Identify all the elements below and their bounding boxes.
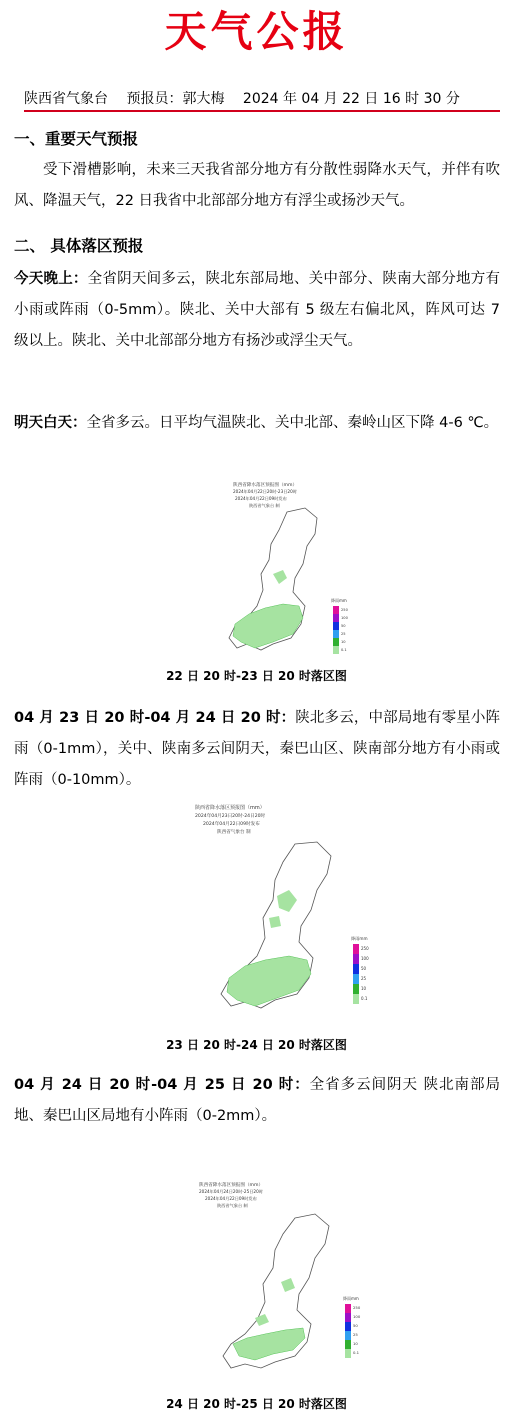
section-text-important: 受下滑槽影响，未来三天我省部分地方有分散性弱降水天气，并伴有吹风、降温天气，22 日我省中北部部分地方有浮尘或扬沙天气。 bbox=[14, 162, 500, 209]
map-3-title: 陕西省降水落区预报图（mm） bbox=[199, 1183, 264, 1188]
map-1-issuer: 陕西省气象台 制 bbox=[249, 503, 280, 508]
map-3-legend-swatch-4 bbox=[345, 1331, 351, 1340]
map-1-legend-tick: 0.1 bbox=[341, 648, 347, 652]
map-2-issued: 2024年04月22日09时发布 bbox=[203, 822, 260, 827]
map-2-legend-swatch-4 bbox=[353, 974, 359, 984]
map-3-legend-swatch-2 bbox=[345, 1313, 351, 1322]
map-2-legend-title: 降雨mm bbox=[351, 936, 368, 941]
precip-map-1-figure bbox=[175, 478, 355, 664]
map-2-legend-swatch-5 bbox=[353, 984, 359, 994]
byline bbox=[24, 90, 500, 112]
map-3-legend-swatch-1 bbox=[345, 1304, 351, 1313]
forecast-day2 bbox=[14, 703, 500, 796]
map-2-legend-tick: 250 bbox=[361, 946, 369, 951]
map-3-period: 2024年04月24日20时-25日20时 bbox=[199, 1189, 263, 1194]
map-3-issued: 2024年04月22日09时发布 bbox=[205, 1196, 257, 1201]
map-1-legend-swatch-3 bbox=[333, 622, 339, 630]
forecast-day3 bbox=[14, 1070, 500, 1132]
map-2-legend-swatch-2 bbox=[353, 954, 359, 964]
map-2-title: 陕西省降水落区预报图（mm） bbox=[195, 805, 265, 811]
map-2-legend-swatch-3 bbox=[353, 964, 359, 974]
forecast-tonight-label: 今天晚上： bbox=[14, 271, 88, 287]
map-1-legend-title: 降雨mm bbox=[331, 598, 347, 603]
precip-map-2 bbox=[185, 800, 375, 1030]
map-2-legend-swatch-6 bbox=[353, 994, 359, 1004]
map-3-caption: 24 日 20 时-25 日 20 时落区图 bbox=[166, 1397, 347, 1411]
map-3-legend-title: 降雨mm bbox=[343, 1296, 359, 1301]
section-heading-important: 一、重要天气预报 bbox=[14, 130, 139, 148]
forecast-day3-text: 全省多云间阴天 陕北南部局地、秦巴山区局地有小阵雨（0-2mm）。 bbox=[14, 1077, 500, 1124]
map-1-legend-tick: 100 bbox=[341, 616, 348, 620]
map-2-legend-tick: 10 bbox=[361, 986, 367, 991]
forecast-tomorrow-label: 明天白天： bbox=[14, 415, 87, 431]
map-2-legend-tick: 0.1 bbox=[361, 996, 368, 1001]
precip-map-1 bbox=[175, 478, 355, 664]
forecast-day2-text: 陕北多云，中部局地有零星小阵雨（0-1mm），关中、陕南多云间阴天，秦巴山区、陕南部分地方有小雨或阵雨（0-10mm）。 bbox=[14, 710, 500, 788]
map-1-legend-tick: 250 bbox=[341, 608, 348, 612]
map-1-legend-tick: 25 bbox=[341, 632, 346, 636]
map-3-legend-tick: 50 bbox=[353, 1323, 358, 1328]
map-1-legend-swatch-1 bbox=[333, 606, 339, 614]
map-3-legend-tick: 100 bbox=[353, 1314, 361, 1319]
map-1-caption: 22 日 20 时-23 日 20 时落区图 bbox=[166, 669, 347, 683]
forecast-tomorrow bbox=[14, 408, 500, 439]
map-2-rain-area bbox=[227, 956, 311, 1006]
precip-map-3-figure bbox=[185, 1178, 375, 1384]
map-1-period: 2024年04月22日20时-23日20时 bbox=[233, 489, 297, 494]
map-2-rain-area-3 bbox=[269, 916, 281, 928]
issuing-office: 陕西省气象台 bbox=[24, 91, 108, 107]
map-2-legend-tick: 25 bbox=[361, 976, 367, 981]
map-3-legend-tick: 0.1 bbox=[353, 1350, 360, 1355]
map-3-legend-tick: 25 bbox=[353, 1332, 358, 1337]
map-3-issuer: 陕西省气象台 制 bbox=[217, 1203, 248, 1208]
map-1-legend-swatch-6 bbox=[333, 646, 339, 654]
map-2-legend-tick: 100 bbox=[361, 956, 369, 961]
map-1-legend-swatch-4 bbox=[333, 630, 339, 638]
map-3-legend-swatch-3 bbox=[345, 1322, 351, 1331]
map-1-legend-tick: 50 bbox=[341, 624, 346, 628]
forecast-tonight-text: 全省阴天间多云，陕北东部局地、关中部分、陕南大部分地方有小雨或阵雨（0-5mm）。陕北、关中大部有 5 级左右偏北风，阵风可达 7 级以上。陕北、关中北部部分地方有扬沙或浮尘天气。 bbox=[14, 271, 500, 349]
section-heading-areas: 二、 具体落区预报 bbox=[14, 237, 144, 255]
map-1-legend-swatch-2 bbox=[333, 614, 339, 622]
map-1-title: 陕西省降水落区预报图（mm） bbox=[233, 483, 298, 488]
map-3-legend-tick: 250 bbox=[353, 1305, 361, 1310]
map-3-legend-swatch-6 bbox=[345, 1349, 351, 1358]
map-1-issued: 2024年04月22日09时发布 bbox=[235, 496, 287, 501]
map-1-rain-area bbox=[233, 604, 303, 648]
forecast-tomorrow-text: 全省多云。日平均气温陕北、关中北部、秦岭山区下降 4-6 ℃。 bbox=[86, 415, 499, 431]
forecast-tonight bbox=[14, 264, 500, 357]
map-2-issuer: 陕西省气象台 制 bbox=[217, 830, 251, 835]
map-2-caption: 23 日 20 时-24 日 20 时落区图 bbox=[166, 1038, 347, 1052]
map-1-legend-swatch-5 bbox=[333, 638, 339, 646]
map-2-legend-tick: 50 bbox=[361, 966, 367, 971]
precip-map-2-figure bbox=[185, 800, 375, 1030]
issue-time: 2024 年 04 月 22 日 16 时 30 分 bbox=[242, 91, 460, 107]
map-2-period: 2024年04月23日20时-24日20时 bbox=[195, 814, 266, 819]
map-3-legend-swatch-5 bbox=[345, 1340, 351, 1349]
forecast-day3-label: 04 月 24 日 20 时-04 月 25 日 20 时： bbox=[14, 1077, 310, 1093]
map-3-legend-tick: 10 bbox=[353, 1341, 358, 1346]
forecast-day2-label: 04 月 23 日 20 时-04 月 24 日 20 时： bbox=[14, 710, 296, 726]
map-1-legend-tick: 10 bbox=[341, 640, 346, 644]
precip-map-3 bbox=[185, 1178, 375, 1384]
page-title: 天气公报 bbox=[164, 7, 349, 56]
forecaster: 预报员：郭大梅 bbox=[126, 91, 225, 107]
map-2-legend-swatch-1 bbox=[353, 944, 359, 954]
